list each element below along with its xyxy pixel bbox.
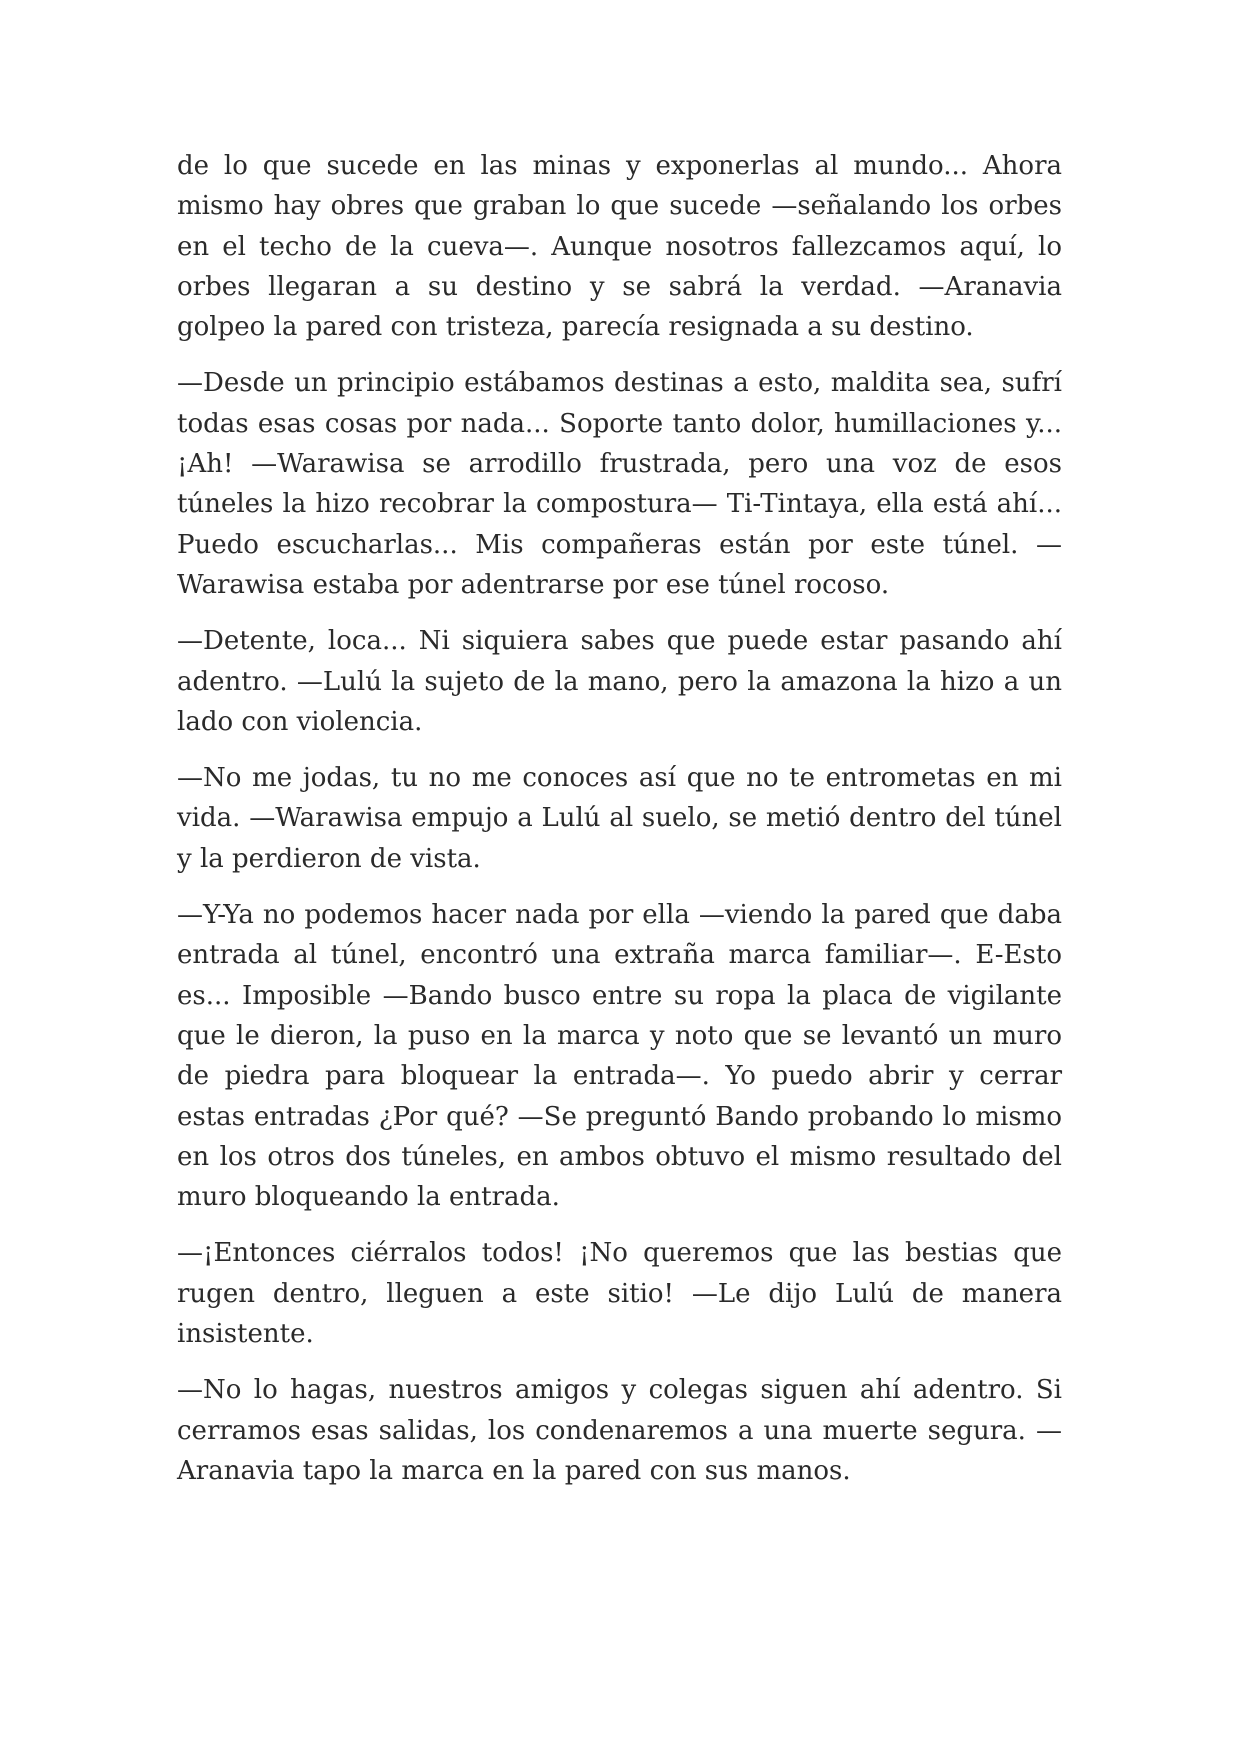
body-text <box>177 146 1062 1507</box>
paragraph: —No lo hagas, nuestros amigos y colegas siguen ahí adentro. Si cerramos esas salidas, los condenaremos a una muerte segura. —Aranavia tapo la marca en la pared con sus manos. <box>177 1375 1062 1486</box>
paragraph: de lo que sucede en las minas y exponerlas al mundo... Ahora mismo hay obres que graban lo que sucede —señalando los orbes en el techo de la cueva—. Aunque nosotros fallezcamos aquí, lo orbes llegaran a su destino y se sabrá la verdad. —Aranavia golpeo la pared con tristeza, parecía resignada a su destino. <box>177 151 1062 343</box>
paragraph: —Y-Ya no podemos hacer nada por ella —viendo la pared que daba entrada al túnel, encontró una extraña marca familiar—. E-Esto es... Imposible —Bando busco entre su ropa la placa de vigilante que le dieron, la puso en la marca y noto que se levantó un muro de piedra para bloquear la entrada—. Yo puedo abrir y cerrar estas entradas ¿Por qué? —Se preguntó Bando probando lo mismo en los otros dos túneles, en ambos obtuvo el mismo resultado del muro bloqueando la entrada. <box>177 900 1062 1213</box>
paragraph: —Detente, loca... Ni siquiera sabes que puede estar pasando ahí adentro. —Lulú la sujeto de la mano, pero la amazona la hizo a un lado con violencia. <box>177 626 1062 737</box>
paragraph: —No me jodas, tu no me conoces así que no te entrometas en mi vida. —Warawisa empujo a Lulú al suelo, se metió dentro del túnel y la perdieron de vista. <box>177 763 1062 874</box>
paragraph: —Desde un principio estábamos destinas a esto, maldita sea, sufrí todas esas cosas por nada... Soporte tanto dolor, humillaciones y... ¡Ah! —Warawisa se arrodillo frustrada, pero una voz de esos túneles la hizo recobrar la compostura— Ti-Tintaya, ella está ahí... Puedo escucharlas... Mis compañeras están por este túnel. —Warawisa estaba por adentrarse por ese túnel rocoso. <box>177 368 1062 600</box>
paragraph: —¡Entonces ciérralos todos! ¡No queremos que las bestias que rugen dentro, lleguen a este sitio! —Le dijo Lulú de manera insistente. <box>177 1238 1062 1350</box>
